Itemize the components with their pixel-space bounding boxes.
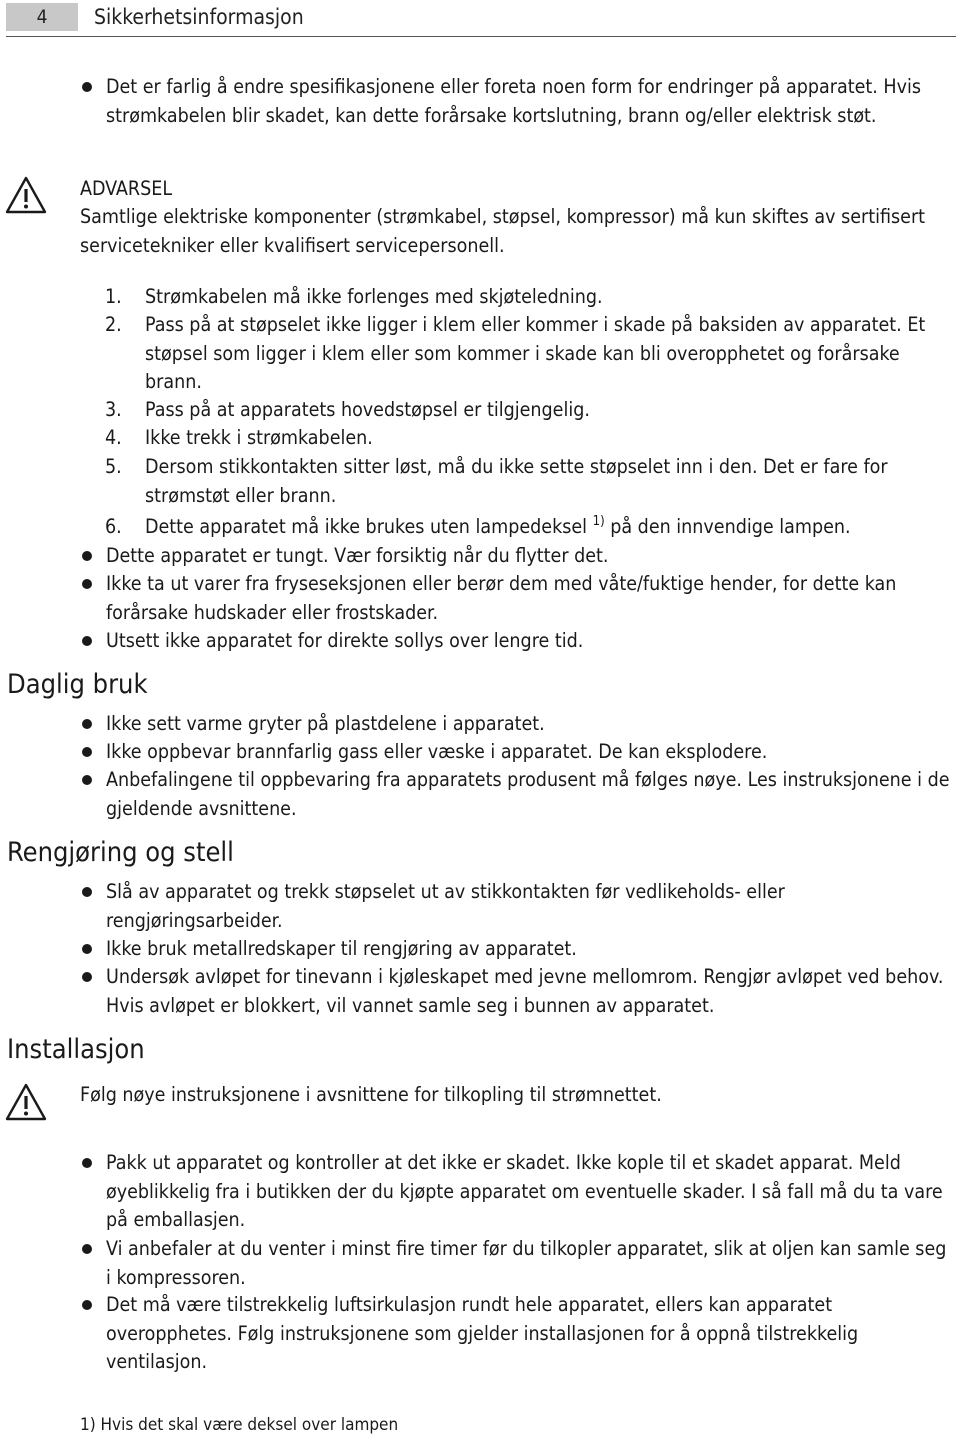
warning-triangle-icon <box>4 1082 48 1122</box>
list-item: Ikke ta ut varer fra fryseseksjonen eller berør dem med våte/fuktige hender, for dette kan forårsake hudskader eller frostskader. <box>106 570 956 627</box>
item-text-before: Dette apparatet må ikke brukes uten lampedeksel <box>145 515 588 538</box>
warning-text: Følg nøye instruksjonene i avsnittene for tilkopling til strømnettet. <box>80 1083 662 1106</box>
item-text: Pass på at støpselet ikke ligger i klem eller kommer i skade på baksiden av apparatet. Et støpsel som ligger i klem eller som kommer i skade kan bli overopphetet og forårsake brann. <box>145 313 926 393</box>
list-item: Anbefalingene til oppbevaring fra apparatets produsent må følges nøye. Les instruksjonene i de gjeldende avsnittene. <box>106 766 956 823</box>
page-number: 4 <box>6 3 78 31</box>
warning-title: ADVARSEL <box>80 177 173 200</box>
numbered-item <box>105 311 957 397</box>
warning-text: Samtlige elektriske komponenter (strømkabel, støpsel, kompressor) må kun skiftes av sertifisert servicetekniker eller kvalifisert servicepersonell. <box>80 205 926 257</box>
item-number: 2. <box>105 313 122 336</box>
list-item: Ikke bruk metallredskaper til rengjøring av apparatet. <box>106 935 956 964</box>
item-number: 3. <box>105 398 122 421</box>
list-item: Pakk ut apparatet og kontroller at det ikke er skadet. Ikke kople til et skadet apparat. Meld øyeblikkelig fra i butikken der du kjøpte apparatet om eventuelle skader. I så fall må du ta vare på emballasjen. <box>106 1149 956 1235</box>
item-text: Pass på at apparatets hovedstøpsel er tilgjengelig. <box>145 398 590 421</box>
list-item: Dette apparatet er tungt. Vær forsiktig når du flytter det. <box>106 542 956 571</box>
list-item: Undersøk avløpet for tinevann i kjøleskapet med jevne mellomrom. Rengjør avløpet ved behov. Hvis avløpet er blokkert, vil vannet samle seg i bunnen av apparatet. <box>106 963 956 1020</box>
item-number: 4. <box>105 426 122 449</box>
item-text: Dersom stikkontakten sitter løst, må du ikke sette støpselet inn i den. Det er fare for strømstøt eller brann. <box>145 455 888 507</box>
list-item: Det er farlig å endre spesifikasjonene eller foreta noen form for endringer på apparatet. Hvis strømkabelen blir skadet, kan dette forårsake kortslutning, brann og/eller elektrisk støt. <box>106 73 956 130</box>
section-heading-rengjoring: Rengjøring og stell <box>7 837 234 868</box>
footnote: 1) Hvis det skal være deksel over lampen <box>80 1415 399 1435</box>
page-header <box>6 0 956 37</box>
numbered-item <box>105 283 957 312</box>
numbered-item <box>105 396 957 425</box>
section-heading-installasjon: Installasjon <box>7 1034 145 1065</box>
item-text-after: på den innvendige lampen. <box>610 515 851 538</box>
list-item: Slå av apparatet og trekk støpselet ut av stikkontakten før vedlikeholds- eller rengjøringsarbeider. <box>106 878 956 935</box>
item-number: 5. <box>105 455 122 478</box>
numbered-item <box>105 513 957 542</box>
section-heading-daglig-bruk: Daglig bruk <box>7 669 148 700</box>
list-item: Vi anbefaler at du venter i minst fire timer før du tilkopler apparatet, slik at oljen kan samle seg i kompressoren. <box>106 1235 956 1292</box>
section-title: Sikkerhetsinformasjon <box>94 5 304 29</box>
item-number: 1. <box>105 285 122 308</box>
footnote-ref: 1) <box>592 514 605 529</box>
list-item: Det må være tilstrekkelig luftsirkulasjon rundt hele apparatet, ellers kan apparatet overopphetes. Følg instruksjonene som gjelder installasjonen for å oppnå tilstrekkelig ventilasjon. <box>106 1291 956 1377</box>
item-text: Ikke trekk i strømkabelen. <box>145 426 373 449</box>
list-item: Ikke oppbevar brannfarlig gass eller væske i apparatet. De kan eksplodere. <box>106 738 956 767</box>
warning-triangle-icon <box>4 175 48 215</box>
list-item: Utsett ikke apparatet for direkte sollys over lengre tid. <box>106 627 956 656</box>
list-item: Ikke sett varme gryter på plastdelene i apparatet. <box>106 710 956 739</box>
item-text: Strømkabelen må ikke forlenges med skjøteledning. <box>145 285 603 308</box>
numbered-item <box>105 453 957 510</box>
numbered-item <box>105 424 957 453</box>
item-number: 6. <box>105 515 122 538</box>
